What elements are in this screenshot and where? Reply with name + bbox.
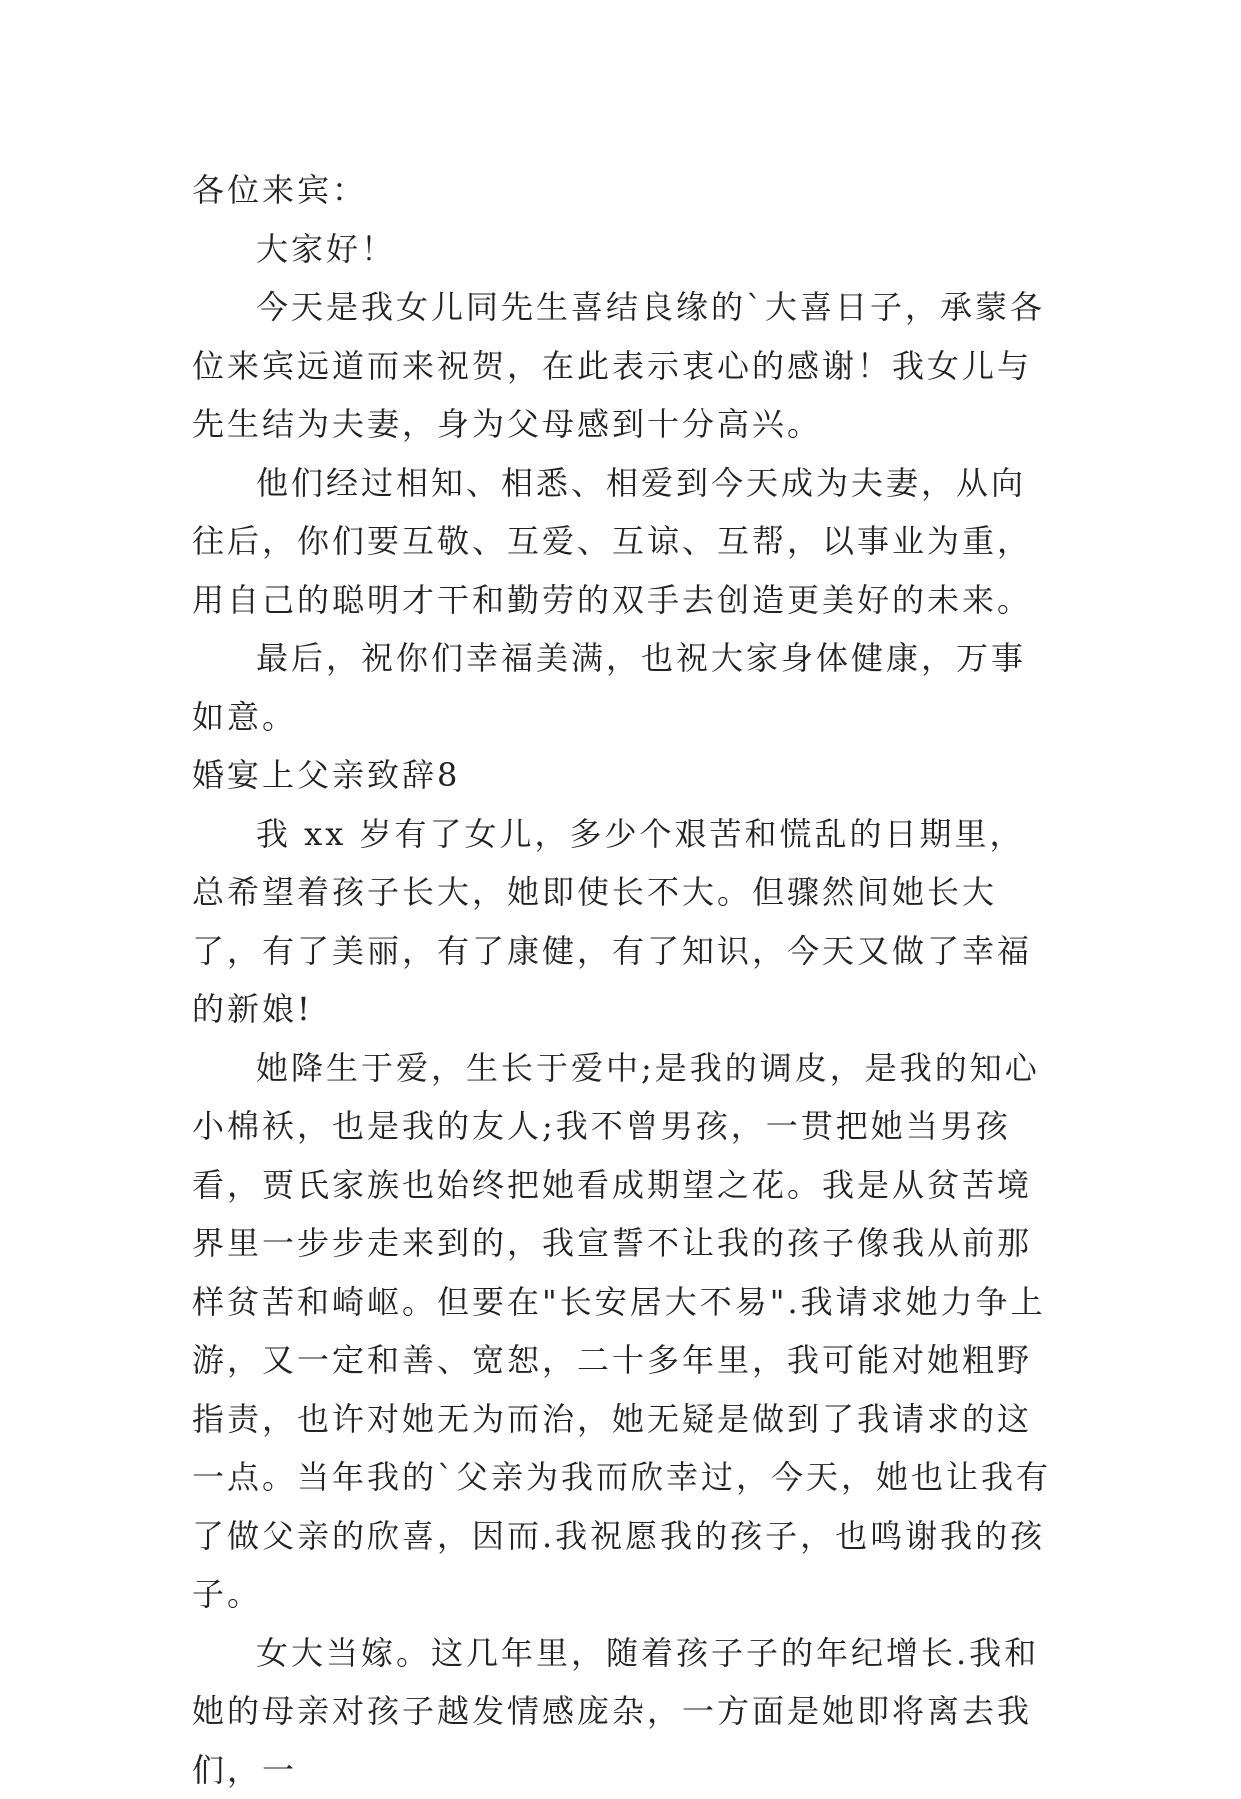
body-paragraph: 女大当嫁。这几年里，随着孩子子的年纪增长.我和她的母亲对孩子越发情感庞杂，一方面是她即将离去我们，一 (192, 1624, 1052, 1799)
section-heading: 婚宴上父亲致辞8 (192, 746, 1052, 805)
greeting-line: 各位来宾： (192, 161, 1052, 220)
body-paragraph: 最后，祝你们幸福美满，也祝大家身体健康，万事如意。 (192, 629, 1052, 746)
body-paragraph: 他们经过相知、相悉、相爱到今天成为夫妻，从向往后，你们要互敬、互爱、互谅、互帮，以事业为重，用自己的聪明才干和勤劳的双手去创造更美好的未来。 (192, 454, 1052, 630)
salutation-paragraph: 大家好！ (192, 220, 1052, 279)
body-paragraph: 她降生于爱，生长于爱中;是我的调皮，是我的知心小棉袄，也是我的友人;我不曾男孩，一贯把她当男孩看，贾氏家族也始终把她看成期望之花。我是从贫苦境界里一步步走来到的，我宣誓不让我的孩子像我从前那样贫苦和崎岖。但要在"长安居大不易".我请求她力争上游，又一定和善、宽恕，二十多年里，我可能对她粗野指责，也许对她无为而治，她无疑是做到了我请求的这一点。当年我的`父亲为我而欣幸过，今天，她也让我有了做父亲的欣喜，因而.我祝愿我的孩子，也鸣谢我的孩子。 (192, 1039, 1052, 1624)
document-body (192, 161, 1052, 1799)
body-paragraph: 我 xx 岁有了女儿，多少个艰苦和慌乱的日期里，总希望着孩子长大，她即使长不大。但骤然间她长大了，有了美丽，有了康健，有了知识，今天又做了幸福的新娘! (192, 805, 1052, 1039)
body-paragraph: 今天是我女儿同先生喜结良缘的`大喜日子，承蒙各位来宾远道而来祝贺，在此表示衷心的感谢！我女儿与先生结为夫妻，身为父母感到十分高兴。 (192, 278, 1052, 454)
